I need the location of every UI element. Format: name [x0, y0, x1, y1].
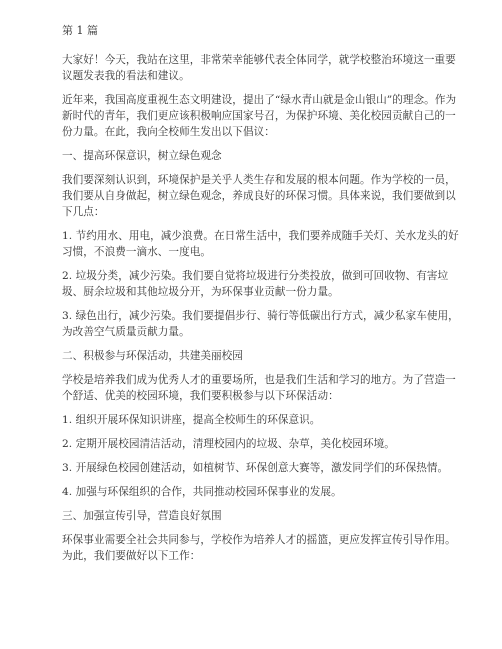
section-heading-3: 三、加强宣传引导，营造良好氛围: [62, 510, 222, 522]
list-item: 3. 绿色出行，减少污染。我们要提倡步行、骑行等低碳出行方式，减少私家车使用，为改善空气质量贡献力量。: [62, 310, 459, 338]
list-item: 1. 节约用水、用电，减少浪费。在日常生活中，我们要养成随手关灯、关水龙头的好习惯，不浪费一滴水、一度电。: [62, 230, 459, 258]
list-item: 4. 加强与环保组织的合作，共同推动校园环保事业的发展。: [62, 486, 342, 498]
list-item: 2. 定期开展校园清洁活动，清理校园内的垃圾、杂草，美化校园环境。: [62, 438, 395, 450]
paragraph-section-2: 学校是培养我们成为优秀人才的重要场所，也是我们生活和学习的地方。为了营造一个舒适、优美的校园环境，我们要积极参与以下环保活动：: [62, 374, 456, 402]
paragraph-intro: 近年来，我国高度重视生态文明建设，提出了“绿水青山就是金山银山”的理念。作为新时代的青年，我们更应该积极响应国家号召，为保护环境、美化校园贡献自己的一份力量。在此，我向全校师生发出以下倡议：: [62, 94, 457, 138]
list-item: 1. 组织开展环保知识讲座，提高全校师生的环保意识。: [62, 414, 321, 426]
paragraph-greeting: 大家好！今天，我站在这里，非常荣幸能够代表全体同学，就学校整治环境这一重要议题发表我的看法和建议。: [62, 54, 456, 82]
list-item: 2. 垃圾分类，减少污染。我们要自觉将垃圾进行分类投放，做到可回收物、有害垃圾、厨余垃圾和其他垃圾分开，为环保事业贡献一份力量。: [62, 270, 449, 298]
section-heading-1: 一、提高环保意识，树立绿色观念: [62, 150, 222, 162]
page-label: 第 1 篇: [62, 24, 98, 37]
section-heading-2: 二、积极参与环保活动，共建美丽校园: [62, 350, 243, 362]
list-item: 3. 开展绿色校园创建活动，如植树节、环保创意大赛等，激发同学们的环保热情。: [62, 462, 449, 474]
paragraph-section-3: 环保事业需要全社会共同参与，学校作为培养人才的摇篮，更应发挥宣传引导作用。为此，我们要做好以下工作：: [62, 534, 456, 562]
paragraph-section-1: 我们要深刻认识到，环境保护是关乎人类生存和发展的根本问题。作为学校的一员，我们要从自身做起，树立绿色观念，养成良好的环保习惯。具体来说，我们要做到以下几点：: [62, 174, 456, 218]
